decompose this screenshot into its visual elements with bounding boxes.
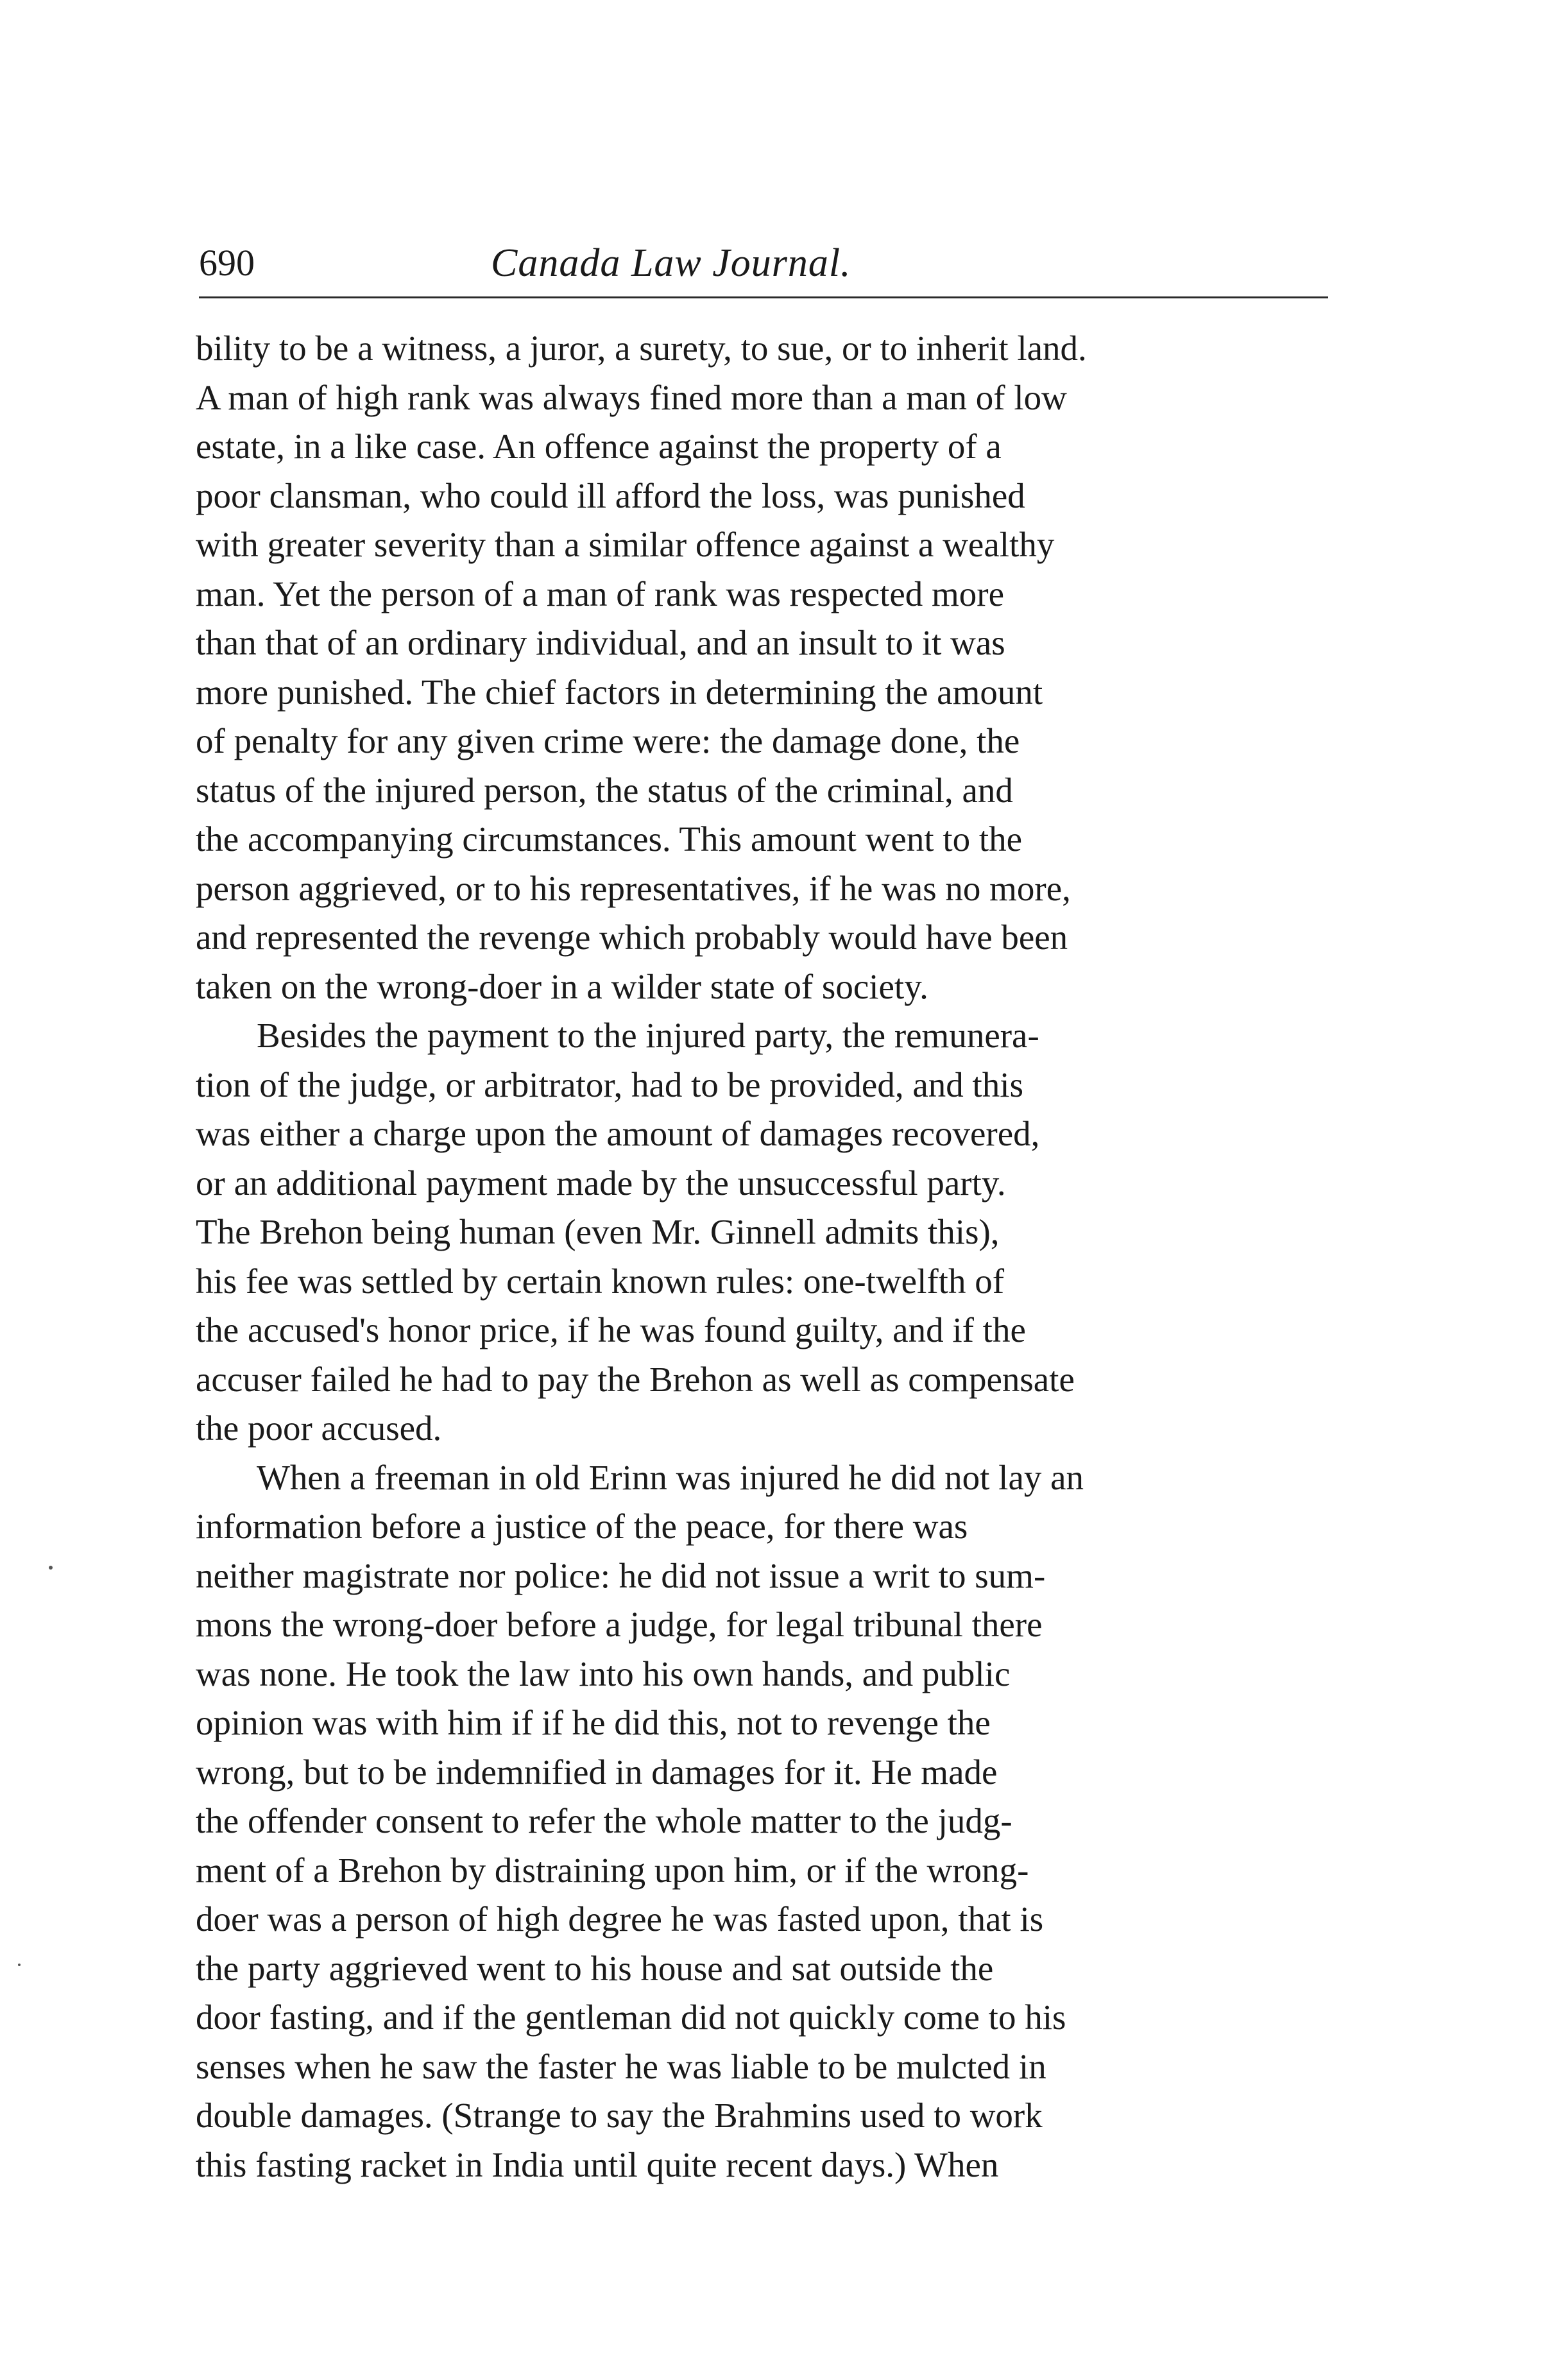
scan-speck <box>18 1964 21 1966</box>
paragraph-1: bility to be a witness, a juror, a surety, to sue, or to inherit land. A man of high rank was always fined more than a man of low estate, in a like case. An offence against the property of a poor clansman, who could ill afford the loss, was punished with greater severity than a similar offence against a wealthy man. Yet the person of a man of rank was respected more than that of an ordinary individual, and an insult to it was more punished. The chief factors in determining the amount of penalty for any given crime were: the damage done, the status of the injured person, the status of the criminal, and the accompanying circumstances. This amount went to the person aggrieved, or to his representatives, if he was no more, and represented the revenge which probably would have been taken on the wrong-doer in a wilder state of society. <box>196 329 1087 1006</box>
paragraph-3: When a freeman in old Erinn was injured he did not lay an information before a justice of the peace, for there was neither magistrate nor police: he did not issue a writ to sum- mons the wrong-doer before a judge, for legal tribunal there was none. He took the law into his own hands, and public opinion was with him if if he did this, not to revenge the wrong, but to be indemnified in damages for it. He made the offender consent to refer the whole matter to the judg- ment of a Brehon by distraining upon him, or if the wrong- doer was a person of high degree he was fasted upon, that is the party aggrieved went to his house and sat outside the door fasting, and if the gentleman did not quickly come to his senses when he saw the faster he was liable to be mulcted in double damages. (Strange to say the Brahmins used to work this fasting racket in India until quite recent days.) When <box>196 1457 1084 2184</box>
running-title: Canada Law Journal. <box>491 241 851 285</box>
body-text <box>196 324 1338 2189</box>
page-number: 690 <box>199 242 255 284</box>
scan-speck <box>49 1566 53 1570</box>
page-header <box>199 237 1335 295</box>
paragraph-2: Besides the payment to the injured party, the remunera- tion of the judge, or arbitrator, had to be provided, and this was either a charge upon the amount of damages recovered, or an additional payment made by the unsuccessful party. The Brehon being human (even Mr. Ginnell admits this), his fee was settled by certain known rules: one-twelfth of the accused's honor price, if he was found guilty, and if the accuser failed he had to pay the Brehon as well as compensate the poor accused. <box>196 1016 1075 1448</box>
header-rule <box>199 296 1328 298</box>
